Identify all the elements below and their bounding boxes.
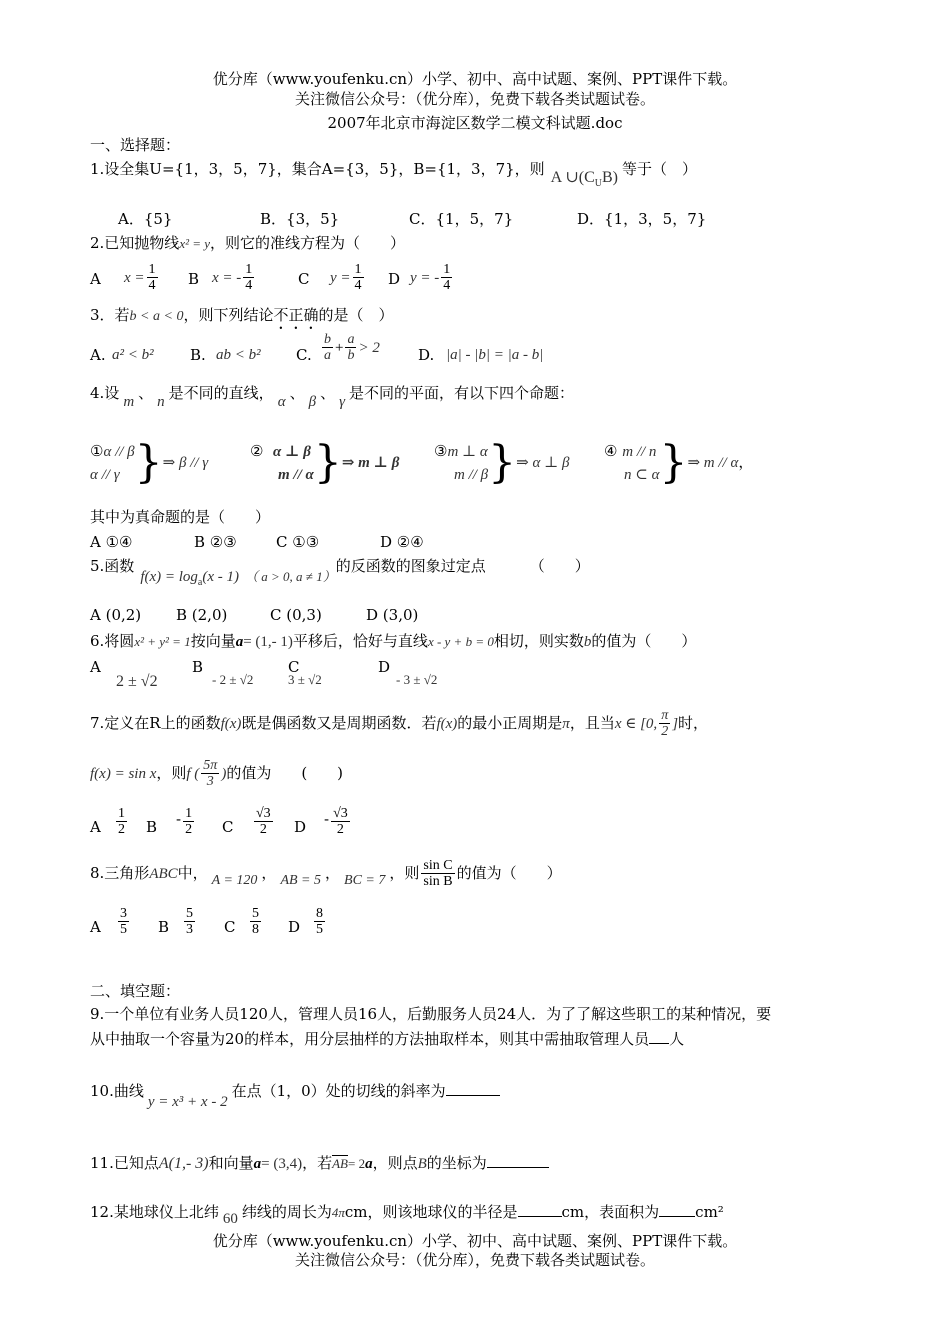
q8-label-c: C — [224, 918, 236, 936]
q4-proposition-3: ③m ⊥ α m // β }⇒ α ⊥ β — [434, 437, 570, 488]
q12-area-blank[interactable] — [659, 1216, 695, 1217]
q9-answer-blank[interactable] — [649, 1043, 669, 1044]
q2-text: 2.已知抛物线 — [90, 234, 180, 252]
q4-options — [90, 533, 590, 553]
q8-label-d: D — [288, 918, 301, 936]
q3-tail-1: ，则下列结论 — [183, 306, 274, 324]
q7-options — [90, 806, 490, 850]
q6-option-c: 3 ± √2 — [288, 672, 322, 687]
question-10: 10.曲线y = x³ + x - 2在点（1，0）处的切线的斜率为 — [90, 1082, 500, 1101]
q5-option-b: B (2,0) — [176, 606, 228, 624]
q7-label-a: A — [90, 818, 101, 836]
q4-proposition-2: ② α ⊥ β m // α }⇒ m ⊥ β — [250, 437, 400, 488]
q2-tail: ，则它的准线方程为（ ） — [210, 234, 406, 252]
q3-option-c: $\frac{b}{a}$ + $\frac{a}{b}$ > 2 — [324, 332, 380, 364]
footer-line-2: 关注微信公众号：（优分库），免费下载各类试题试卷。 — [294, 1251, 655, 1269]
q7-line-2: f(x) = sin x，则f ( $\frac{5\pi}{3}$ )的值为 ( ) — [90, 758, 344, 790]
q6-label-a: A — [90, 658, 101, 676]
footer-line-1: 优分库（www.youfenku.cn）小学、初中、高中试题、案例、PPT课件下载。 — [212, 1232, 738, 1250]
q2-expression: x² = y — [179, 236, 211, 251]
q10-answer-blank[interactable] — [446, 1095, 500, 1096]
question-9: 9.一个单位有业务人员120人，管理人员16人，后勤服务人员24人．为了了解这些职工的某种情况，要 — [90, 1005, 772, 1023]
q3-label-b: B. — [190, 346, 206, 364]
q5-tail: 的反函数的图象过定点 — [335, 557, 486, 575]
q2-option-b: x = - $\frac{1}{4}$ — [212, 262, 253, 294]
q3-tail-2: 的是（ ） — [318, 306, 394, 324]
question-5: 5.函数$f(x) = \log_a(x - 1)$ （ a > 0, a ≠ 1）的反函数的图象过定点 （ ） — [90, 557, 590, 588]
question-12: 12.某地球仪上北纬 60 纬线的周长为4πcm，则该地球仪的半径是 cm，表面积为 cm² — [90, 1203, 724, 1227]
document-title: 2007年北京市海淀区数学二模文科试题.doc — [327, 114, 623, 132]
q6-label-b: B — [192, 658, 204, 676]
question-11: 11.已知点A(1,- 3)和向量a= (3,4)，若AB= 2a，则点B的坐标为 — [90, 1154, 549, 1173]
q8-option-c: $\frac{5}{8}$ — [252, 906, 259, 938]
q5-option-a: A (0,2) — [90, 606, 142, 624]
q2-label-c: C — [298, 270, 310, 288]
q6-circle: x² + y² = 1 — [134, 634, 191, 649]
q3-option-a: a² < b² — [112, 347, 154, 363]
question-7: 7.定义在R上的函数f(x)既是偶函数又是周期函数．若f(x)的最小正周期是π，且当x ∈ [0, $\frac{\pi}{2}$ ]时， — [90, 708, 709, 740]
q1-text: 1.设全集U={1，3，5，7}，集合A={3，5}，B={1，3，7}，则 — [90, 160, 545, 178]
q6-line: x - y + b = 0 — [427, 634, 494, 649]
question-6: 6.将圆x² + y² = 1按向量a= (1,- 1)平移后，恰好与直线x - y + b = 0相切，则实数b的值为（ ） — [90, 632, 697, 650]
q5-options — [90, 606, 590, 628]
q6-option-a: 2 ± √2 — [116, 673, 158, 690]
q8-option-a: $\frac{3}{5}$ — [120, 906, 127, 938]
q10-expression: y = x³ + x - 2 — [147, 1094, 228, 1110]
header-line-2: 关注微信公众号：（优分库），免费下载各类试题试卷。 — [294, 90, 655, 108]
q5-option-d: D (3,0) — [366, 606, 419, 624]
q2-option-d: y = - $\frac{1}{4}$ — [410, 262, 451, 294]
q5-function: $f(x) = \log_a(x - 1)$ — [140, 569, 240, 588]
q4-proposition-1: ①α // β α // γ }⇒ β // γ — [90, 437, 209, 488]
q7-option-a: $\frac{1}{2}$ — [118, 806, 125, 838]
question-3 — [90, 306, 394, 333]
q6-label-d: D — [378, 658, 391, 676]
q6-option-d: - 3 ± √2 — [396, 672, 438, 687]
q4-propositions — [90, 437, 810, 496]
question-1 — [90, 160, 697, 190]
q8-option-b: $\frac{5}{3}$ — [186, 906, 193, 938]
question-9-line-2: 从中抽取一个容量为20的样本，用分层抽样的方法抽取样本，则其中需抽取管理人员 人 — [90, 1030, 685, 1048]
q3-expression: b < a < 0 — [129, 309, 184, 324]
q3-options — [90, 332, 650, 378]
q1-option-a: A．{5} — [118, 210, 173, 228]
q1-option-b: B．{3，5} — [260, 210, 340, 228]
q4-proposition-4: ④ m // n n ⊂ α }⇒ m // α， — [604, 437, 754, 488]
q4-option-d: D ②④ — [380, 533, 424, 551]
q7-label-c: C — [222, 818, 234, 836]
q1-option-d: D．{1，3，5，7} — [577, 210, 707, 228]
q3-label-a: A. — [90, 346, 106, 364]
q7-label-b: B — [146, 818, 158, 836]
q2-options — [90, 262, 590, 302]
section-heading-choice: 一、选择题： — [90, 136, 181, 154]
q2-label-a: A — [90, 270, 101, 288]
q4-option-c: C ①③ — [276, 533, 320, 551]
q8-option-d: $\frac{8}{5}$ — [316, 906, 323, 938]
header-line-1: 优分库（www.youfenku.cn）小学、初中、高中试题、案例、PPT课件下载。 — [212, 70, 738, 88]
q5-option-c: C (0,3) — [270, 606, 322, 624]
q6-label-c: C — [288, 658, 300, 676]
question-4: 4.设 m 、 n 是不同的直线， α 、 β 、 γ 是不同的平面，有以下四个命题： — [90, 384, 575, 410]
q12-radius-blank[interactable] — [518, 1216, 562, 1217]
q3-option-b: ab < b² — [216, 347, 261, 363]
q8-options — [90, 906, 490, 950]
q6-option-b: - 2 ± √2 — [212, 672, 254, 687]
section-heading-fill: 二、填空题： — [90, 982, 181, 1000]
q8-label-b: B — [158, 918, 170, 936]
q3-text: 3．若 — [90, 306, 130, 324]
q7-label-d: D — [294, 818, 307, 836]
q7-option-d: - $\frac{√3}{2}$ — [324, 806, 348, 838]
q2-label-b: B — [188, 270, 200, 288]
q4-ask: 其中为真命题的是（ ） — [90, 508, 271, 526]
q2-option-a: x = $\frac{1}{4}$ — [124, 262, 156, 294]
q5-condition: （ a > 0, a ≠ 1） — [245, 569, 336, 584]
q7-option-b: - $\frac{1}{2}$ — [176, 806, 193, 838]
q11-answer-blank[interactable] — [487, 1167, 549, 1168]
q2-option-c: y = $\frac{1}{4}$ — [330, 262, 362, 294]
q7-option-c: $\frac{√3}{2}$ — [256, 806, 271, 838]
q4-option-a: A ①④ — [90, 533, 133, 551]
q1-expression: A $\cup(C_UB)$ — [550, 169, 618, 190]
q3-option-d: |a| - |b| = |a - b| — [446, 347, 544, 363]
q3-label-d: D. — [418, 346, 435, 364]
q3-emphasis: 不正确 — [273, 306, 319, 324]
q1-option-c: C．{1，5，7} — [409, 210, 514, 228]
q6-options — [90, 658, 590, 694]
q4-option-b: B ②③ — [194, 533, 237, 551]
question-2 — [90, 234, 405, 252]
q8-label-a: A — [90, 918, 101, 936]
question-8: 8.三角形ABC中， A = 120 ， AB = 5 ， BC = 7 ，则 $\frac{\text{sin C}}{\text{sin B}}$ 的值为（ ） — [90, 858, 562, 890]
q1-tail: 等于（ ） — [621, 160, 697, 178]
q3-label-c: C. — [296, 346, 312, 364]
q2-label-d: D — [388, 270, 401, 288]
